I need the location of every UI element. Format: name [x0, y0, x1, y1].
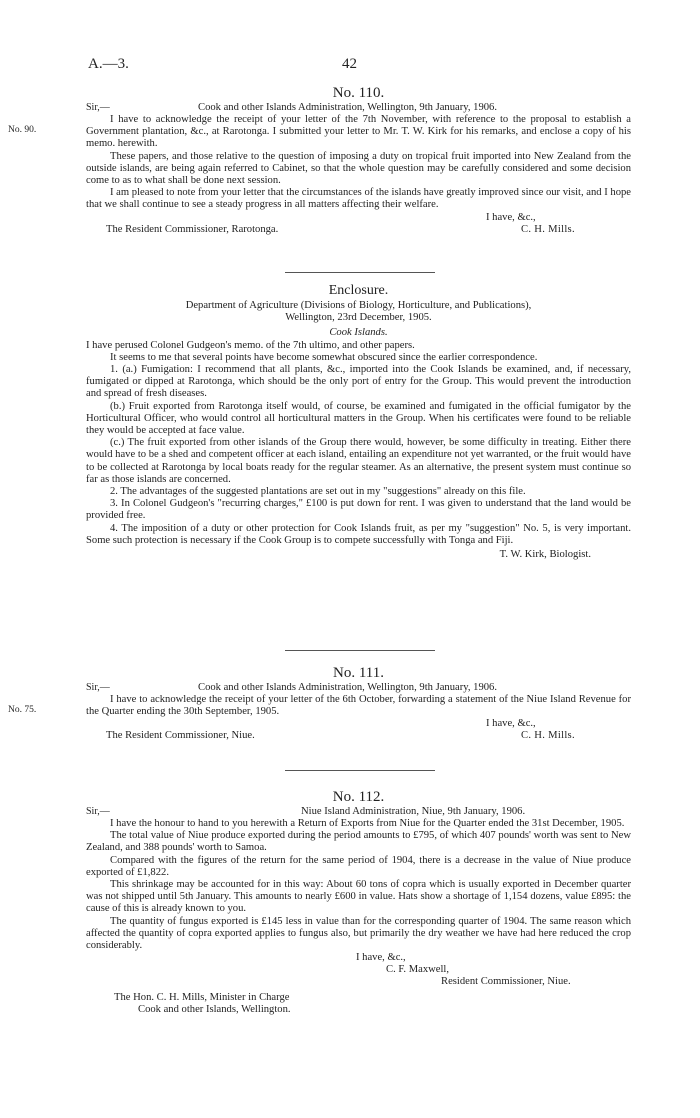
paragraph: These papers, and those relative to the question of imposing a duty on tropical fruit imported into New Zealand from the outside islands, are being again referred to Cabinet, so that the whole question may be carefully considered and some decision come to as to what shall be done next session.: [86, 150, 631, 187]
paragraph: 4. The imposition of a duty or other protection for Cook Islands fruit, as per my "suggestion" No. 5, is very important. Some such protection is necessary if the Cook Group is to compete successfully with Tonga and Fiji.: [86, 522, 631, 546]
paragraph: (c.) The fruit exported from other islands of the Group there would, however, be some difficulty in treating. Either there would have to be a shed and competent officer at each island, entailing an expenditure not yet warranted, or the fruit would have to be collected at Rarotonga by local boats ready for the regular steamer. As an alternative, the present system must continue so far as those islands are concerned.: [86, 437, 631, 485]
signature: C. H. Mills.: [521, 223, 575, 235]
letter-111-dateline-row: [86, 682, 631, 694]
page-number: 42: [342, 56, 357, 72]
dateline: Cook and other Islands Administration, Wellington, 9th January, 1906.: [198, 102, 497, 113]
letter-111-heading: No. 111.: [333, 665, 384, 681]
addressee-row-2: [86, 1004, 631, 1016]
paragraph: I have the honour to hand to you herewith a Return of Exports from Niue for the Quarter ended the 31st December, 1905.: [110, 818, 625, 829]
letter-112-heading: No. 112.: [332, 789, 385, 805]
letter-112-dateline-row: [86, 806, 631, 818]
addressee-row: [86, 730, 631, 742]
letter-112: [86, 788, 631, 1016]
closing: I have, &c.,: [486, 718, 536, 730]
paragraph: I am pleased to note from your letter that the circumstances of the islands have greatly improved since our visit, and I hope that we shall continue to see a steady progress in all matters affecting their welfare.: [86, 187, 631, 211]
page-header: [0, 58, 700, 78]
letter-110-heading: No. 110.: [332, 85, 385, 101]
paragraph: I have to acknowledge the receipt of your letter of the 7th November, with reference to the proposal to establish a Government plantation, &c., at Rarotonga. I submitted your letter to Mr. T. W. Kirk for his remarks, and enclose a copy of his memo. herewith.: [86, 114, 631, 150]
department: Department of Agriculture (Divisions of Biology, Horticulture, and Publications),: [185, 300, 532, 311]
paragraph: (b.) Fruit exported from Rarotonga itself would, of course, be examined and fumigated in the official fumigator by the Horticultural Officer, who would control all horticultural matters in the Group. When his certificates were found to be reliable they would be accepted at face value.: [86, 400, 631, 437]
paragraph: 3. In Colonel Gudgeon's "recurring charges," £100 is put down for rent. I was given to understand that the land would be provided free.: [86, 498, 631, 522]
signature: C. H. Mills.: [521, 730, 575, 742]
letter-110-dateline-row: [86, 102, 631, 114]
paragraph: Compared with the figures of the return for the same period of 1904, there is a decrease in the value of Niue produce exported of £1,822.: [86, 854, 631, 878]
paragraph: 1. (a.) Fumigation: I recommend that all plants, &c., imported into the Cook Islands be examined, and, if necessary, fumigated or dipped at Rarotonga, which should be the only port of entry for the Group. This would prevent the introduction and spread of fresh diseases.: [86, 364, 631, 400]
paragraph: The total value of Niue produce exported during the period amounts to £795, of which 407 pounds' worth was sent to New Zealand, and 388 pounds' worth to Samoa.: [86, 830, 631, 854]
paragraph: The quantity of fungus exported is £145 less in value than for the corresponding quarter of 1904. The same reason which affected the quantity of copra exported applies to fungus also, but primarily the dry weather we have had here reduced the crop considerably.: [86, 915, 631, 952]
closing-row: [86, 952, 631, 964]
divider: [285, 272, 435, 273]
signature-title-row: [86, 976, 631, 988]
signature-name-row: [86, 964, 631, 976]
salutation: Sir,—: [86, 806, 110, 817]
closing: I have, &c.,: [356, 952, 406, 964]
place-date: Wellington, 23rd December, 1905.: [285, 312, 432, 324]
letter-110: [86, 84, 631, 236]
paragraph: It seems to me that several points have become somewhat obscured since the earlier correspondence.: [110, 351, 538, 363]
closing: I have, &c.,: [486, 211, 536, 223]
paragraph: I have to acknowledge the receipt of your letter of the 6th October, forwarding a statement of the Niue Island Revenue for the Quarter ending the 30th September, 1905.: [86, 694, 631, 718]
addressee-row: [86, 224, 631, 236]
divider: [285, 650, 435, 651]
salutation: Sir,—: [86, 102, 110, 113]
letter-111: [86, 664, 631, 742]
signature-name: C. F. Maxwell,: [386, 964, 450, 976]
margin-note: No. 75.: [8, 705, 37, 715]
dateline: Cook and other Islands Administration, Wellington, 9th January, 1906.: [198, 682, 497, 693]
addressee: The Resident Commissioner, Rarotonga.: [106, 223, 279, 235]
dateline: Niue Island Administration, Niue, 9th January, 1906.: [301, 806, 526, 817]
addressee: The Resident Commissioner, Niue.: [106, 730, 255, 742]
enclosure: [86, 282, 631, 561]
paragraph: This shrinkage may be accounted for in this way: About 60 tons of copra which is usually exported in December quarter was not shipped until 5th January. This amounts to nearly £600 in value. Hats show a shortage of 1,154 dozens, value £895: the cause of this is already known to you.: [86, 879, 631, 915]
subject: Cook Islands.: [329, 327, 388, 339]
margin-note: No. 90.: [8, 125, 37, 135]
addressee-line1: The Hon. C. H. Mills, Minister in Charge: [114, 992, 290, 1004]
signature-title: Resident Commissioner, Niue.: [441, 976, 571, 988]
enclosure-heading: Enclosure.: [328, 283, 389, 298]
closing-row: [86, 212, 631, 224]
signature: T. W. Kirk, Biologist.: [499, 549, 591, 561]
paragraph: 2. The advantages of the suggested plantations are set out in my "suggestions" already on this file.: [110, 486, 526, 498]
addressee-line2: Cook and other Islands, Wellington.: [138, 1004, 291, 1016]
parliamentary-reference: A.—3.: [88, 56, 129, 72]
addressee-row: [86, 992, 631, 1004]
divider: [285, 770, 435, 771]
salutation: Sir,—: [86, 682, 110, 693]
paragraph: I have perused Colonel Gudgeon's memo. of the 7th ultimo, and other papers.: [86, 339, 415, 351]
closing-row: [86, 718, 631, 730]
